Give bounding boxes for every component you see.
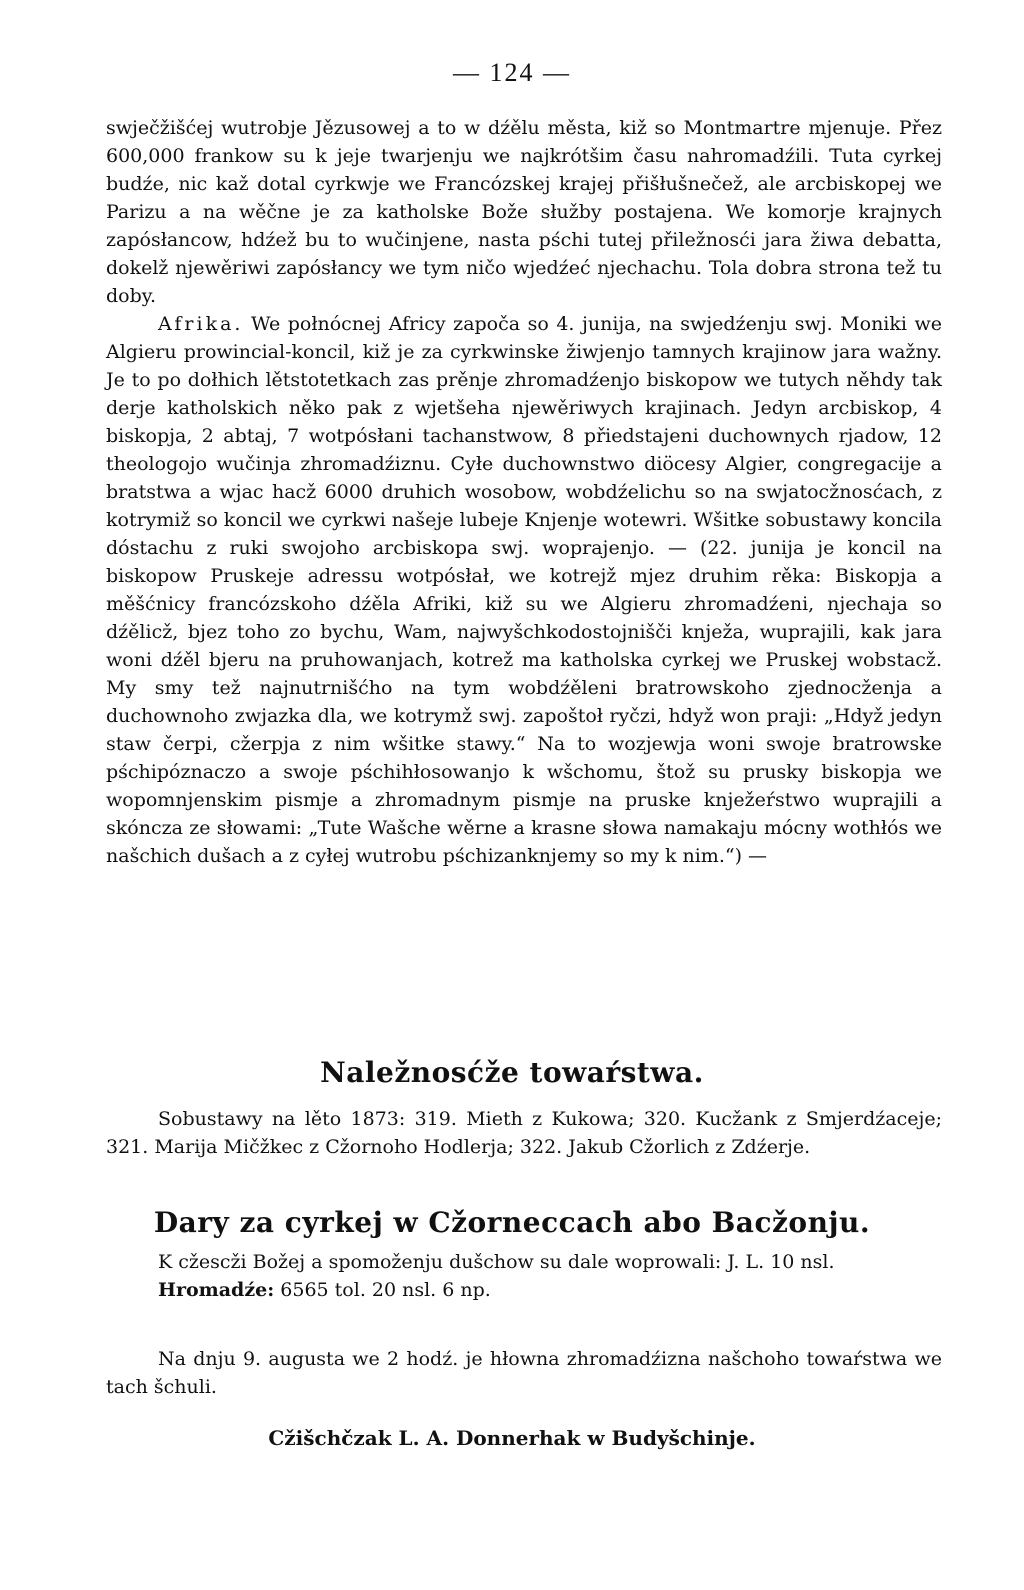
page-number: — 124 — <box>453 58 571 87</box>
donations-block <box>106 1248 942 1304</box>
printer-imprint: Cžišchčzak L. A. Donnerhak w Budyšchinje. <box>268 1426 756 1450</box>
donations-sum <box>106 1276 942 1304</box>
sum-label: Hromadźe: <box>158 1279 275 1301</box>
africa-lead: Afrika. <box>158 313 244 335</box>
notice-block <box>106 1345 942 1401</box>
africa-paragraph <box>106 310 942 870</box>
members-block <box>106 1105 942 1161</box>
notice-text: Na dnju 9. augusta we 2 hodź. je hłowna zhromadźizna našchoho towaŕstwa we tach šchuli. <box>106 1348 942 1398</box>
sum-value: 6565 tol. 20 nsl. 6 np. <box>280 1279 491 1301</box>
africa-text: We połnócnej Africy započa so 4. junija, na swjedźenju swj. Moniki we Algieru prowincial-koncil, kiž je za cyrkwinske žiwjenjo tamnych krajinow jara wažny. Je to po dołhich lětstotetkach zas prěnje zhromadźenjo biskopow we tutych něhdy tak derje katholskich něko pak z wjetšeha njewěriwych krajinach. Jedyn arcbiskop, 4 biskopja, 2 abtaj, 7 wotpósłani tachanstwow, 8 přiedstajeni duchownych rjadow, 12 theologojo wučinja zhromadźiznu. Cyłe duchownstwo diöcesy Algier, congregacije a bratstwa a wjac hacž 6000 druhich wosobow, wobdźelichu so na swjatocžnosćach, z kotrymiž so koncil we cyrkwi našeje lubeje Knjenje wotewri. Wšitke sobustawy koncila dóstachu z ruki swojoho arcbiskopa swj. woprajenjo. — (22. junija je koncil na biskopow Pruskeje adressu wotpósłał, we kotrejž mjez druhim rěka: Biskopja a měšćnicy francózskoho dźěla Afriki, kiž su we Algieru zhromadźeni, njechaja so dźělicž, bjez toho zo bychu, Wam, najwyšchkodostojnišči knježa, wuprajili, kak jara woni dźěl bjeru na pruhowanjach, kotrež ma katholska cyrkej we Pruskej wobstacž. My smy tež najnutrnišćho na tym wobdźěleni bratrowskoho zjednocženja a duchownoho zwjazka dla, we kotrymž swj. zapoštoł ryčzi, hdyž won praji: „Hdyž jedyn staw čerpi, cžerpja z nim wšitke stawy.“ Na to wozjewja woni swoje bratrowske pśchipóznaczo a swoje pśchihłosowanjo k wšchomu, štož su prusky biskopja we wopomnjenskim pismje a zhromadnym pismje na pruske knježeŕstwo wuprajili a skóncza ze słowami: „Tute Wašche wěrne a krasne słowa namakaju mócny wothłós we našchich dušach a z cyłej wutrobu pśchizanknjemy so my k nim.“) — <box>106 313 943 867</box>
society-matters-heading: Naležnosćže towaŕstwa. <box>320 1056 704 1089</box>
donations-text: K cžescži Božej a spomoženju dušchow su dale woprowali: J. L. 10 nsl. <box>158 1251 835 1273</box>
members-text: Sobustawy na lěto 1873: 319. Mieth z Kukowa; 320. Kucžank z Smjerdźaceje; 321. Marija Mičžkec z Cžornoho Hodlerja; 322. Jakub Cžorlich z Zdźerje. <box>106 1108 942 1158</box>
main-article <box>106 114 942 870</box>
article-paragraph: swječžišćej wutrobje Jězusowej a to w dźělu města, kiž so Montmartre mjenuje. Přez 600,000 frankow su k jeje twarjenju we najkrótšim času nahromadźili. Tuta cyrkej budźe, nic kaž dotal cyrkwje we Francózskej krajej přišłušnečež, ale arcbiskopej we Parizu a na wěčne je za katholske Bože słužby postajena. We komorje krajnych zapósłancow, hdźež bu to wučinjene, nasta pśchi tutej přiležnosći jara žiwa debatta, dokelž njewěriwi zapósłancy we tym ničo wjedźeć njechachu. Tola dobra strona tež tu doby. <box>106 117 942 307</box>
donations-heading: Dary za cyrkej w Cžorneccach abo Bacžonju. <box>153 1206 871 1239</box>
